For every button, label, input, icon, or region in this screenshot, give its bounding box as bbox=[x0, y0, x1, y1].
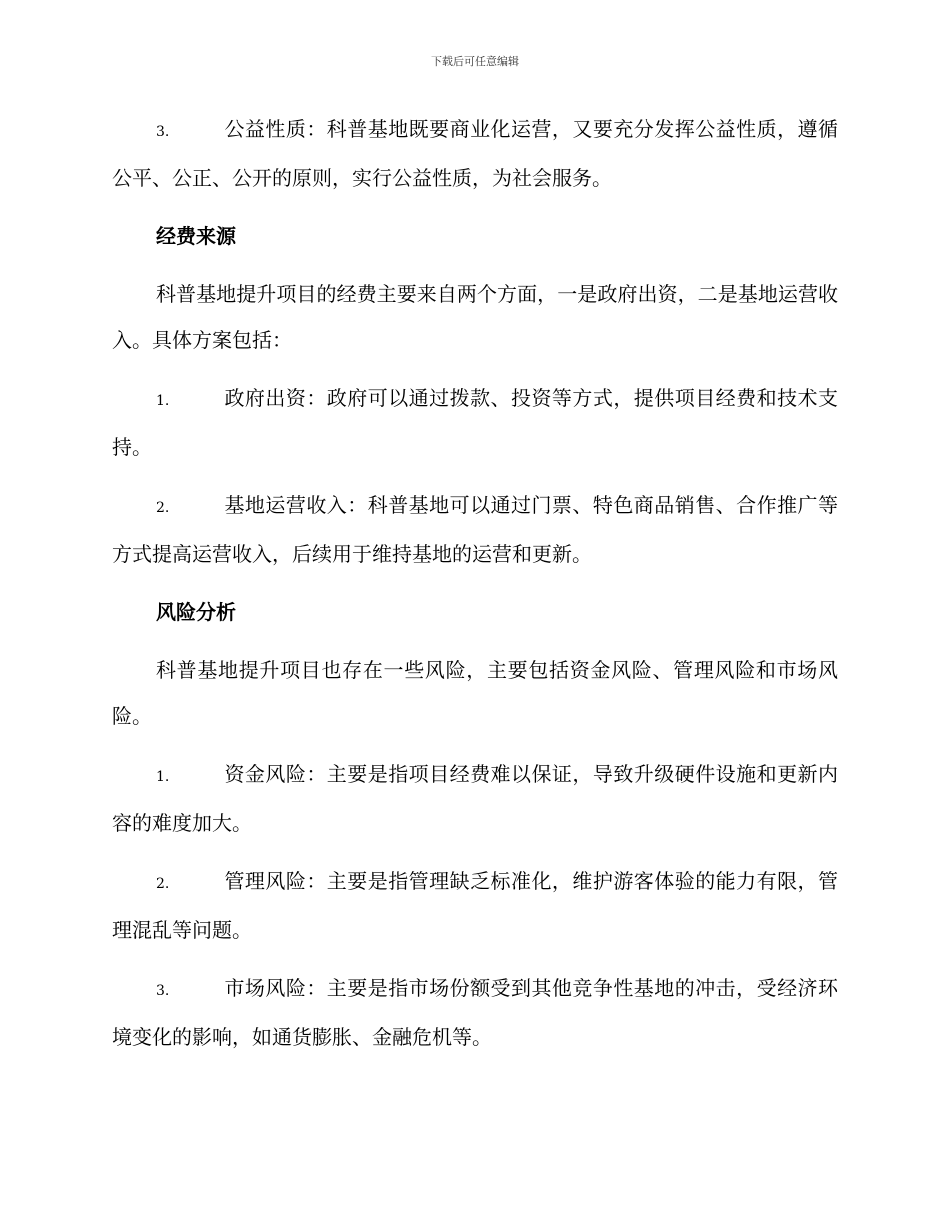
list-item-text: 基地运营收入：科普基地可以通过门票、特色商品销售、合作推广等方式提高运营收入，后续用于维持基地的运营和更新。 bbox=[112, 493, 838, 566]
document-body bbox=[112, 106, 838, 1072]
list-item-market-risk bbox=[112, 965, 838, 1060]
list-item-management-risk bbox=[112, 858, 838, 953]
list-item-text: 公益性质：科普基地既要商业化运营，又要充分发挥公益性质，遵循公平、公正、公开的原则，实行公益性质，为社会服务。 bbox=[112, 117, 838, 190]
list-item-text: 市场风险：主要是指市场份额受到其他竞争性基地的冲击，受经济环境变化的影响，如通货膨胀、金融危机等。 bbox=[112, 976, 838, 1049]
list-item-operating-revenue bbox=[112, 482, 838, 577]
section-heading-risk: 风险分析 bbox=[156, 600, 236, 624]
list-item-number: 1. bbox=[156, 393, 170, 409]
paragraph-risk: 科普基地提升项目也存在一些风险，主要包括资金风险、管理风险和市场风险。 bbox=[112, 658, 838, 728]
list-item-number: 1. bbox=[156, 769, 170, 785]
list-item-text: 资金风险：主要是指项目经费难以保证，导致升级硬件设施和更新内容的难度加大。 bbox=[112, 762, 838, 835]
list-item-text: 政府出资：政府可以通过拨款、投资等方式，提供项目经费和技术支持。 bbox=[112, 386, 838, 459]
list-item-fund-risk bbox=[112, 751, 838, 846]
list-item-public-welfare bbox=[112, 106, 838, 201]
list-item-number: 2. bbox=[156, 876, 170, 892]
section-heading-funding: 经费来源 bbox=[156, 224, 236, 248]
list-item-text: 管理风险：主要是指管理缺乏标准化，维护游客体验的能力有限，管理混乱等问题。 bbox=[112, 869, 838, 942]
list-item-number: 3. bbox=[156, 983, 170, 999]
header-note: 下载后可任意编辑 bbox=[431, 55, 519, 68]
list-item-number: 3. bbox=[156, 124, 170, 140]
paragraph-funding: 科普基地提升项目的经费主要来自两个方面，一是政府出资，二是基地运营收入。具体方案包括： bbox=[112, 282, 838, 352]
list-item-government-funding bbox=[112, 375, 838, 470]
list-item-number: 2. bbox=[156, 500, 170, 516]
